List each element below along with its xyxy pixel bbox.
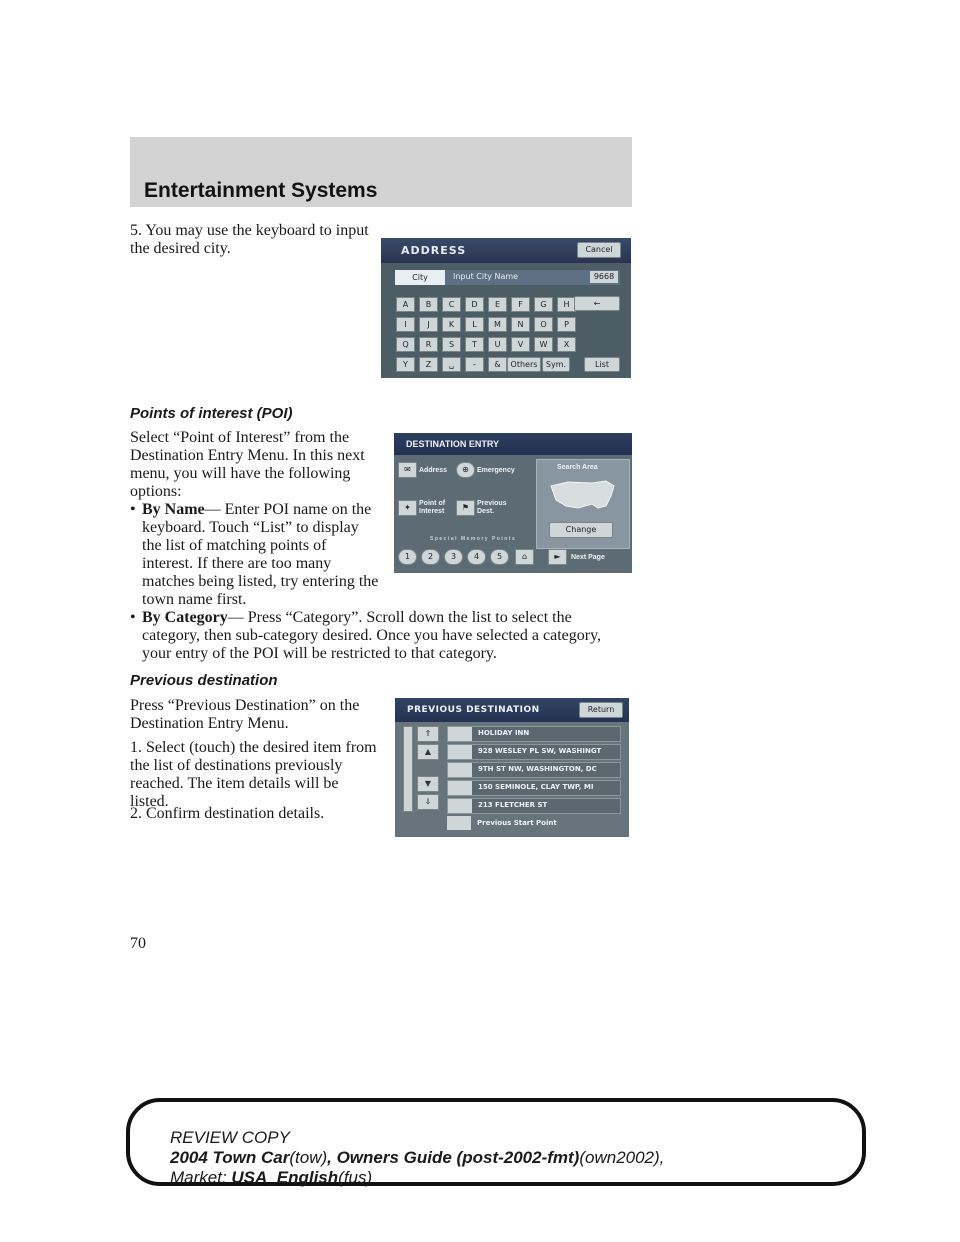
scroll-up-icon[interactable]: ▲ bbox=[417, 744, 439, 760]
start-point-label: Previous Start Point bbox=[477, 819, 557, 827]
bullet-by-name bbox=[130, 501, 380, 609]
key-1-4[interactable]: D bbox=[465, 297, 484, 312]
key-3-5[interactable]: U bbox=[488, 337, 507, 352]
poi-heading: Points of interest (POI) bbox=[130, 405, 293, 422]
city-count: 9668 bbox=[590, 271, 618, 283]
page-number: 70 bbox=[130, 935, 146, 952]
by-category-text: — Press “Category”. Scroll down the list to select the category, then sub-category desired. Once you have selected a category, your entry of the POI will be restricted to that category. bbox=[142, 609, 602, 662]
next-page-arrow-button[interactable]: ► bbox=[548, 549, 567, 565]
by-category-label: By Category bbox=[142, 609, 228, 626]
address-screen bbox=[381, 238, 631, 378]
destination-title: DESTINATION ENTRY bbox=[406, 439, 500, 449]
previous-destination-intro: Press “Previous Destination” on the Destination Entry Menu. bbox=[130, 697, 360, 732]
memory-points-label: Special Memory Points bbox=[430, 536, 517, 542]
poi-label: Point of Interest bbox=[419, 500, 446, 515]
header-band bbox=[130, 137, 632, 207]
footer-model-line bbox=[170, 1148, 664, 1168]
emergency-label: Emergency bbox=[477, 467, 515, 474]
key-1-1[interactable]: A bbox=[396, 297, 415, 312]
key-2-8[interactable]: P bbox=[557, 317, 576, 332]
footer-market-code: (fus) bbox=[338, 1168, 373, 1187]
city-input-row[interactable] bbox=[395, 270, 620, 285]
page-up-icon[interactable]: ⇑ bbox=[417, 726, 439, 742]
destination-row-label: 9TH ST NW, WASHINGTON, DC bbox=[478, 765, 597, 773]
address-label: Address bbox=[419, 467, 448, 474]
key-1-5[interactable]: E bbox=[488, 297, 507, 312]
scrollbar[interactable] bbox=[403, 726, 413, 812]
key-2-5[interactable]: M bbox=[488, 317, 507, 332]
city-button[interactable]: City bbox=[395, 270, 445, 285]
poi-intro: Select “Point of Interest” from the Destination Entry Menu. In this next menu, you will have the following options: bbox=[130, 429, 365, 500]
key-4-1[interactable]: Y bbox=[396, 357, 415, 372]
key-4-5[interactable]: & bbox=[488, 357, 507, 372]
previous-dest-label: Previous Dest. bbox=[477, 500, 507, 515]
search-area-label: Search Area bbox=[557, 464, 598, 471]
key-2-3[interactable]: K bbox=[442, 317, 461, 332]
destination-row[interactable] bbox=[447, 780, 621, 796]
cancel-button[interactable]: Cancel bbox=[577, 242, 621, 258]
footer-market: USA_English bbox=[231, 1168, 339, 1187]
key-3-7[interactable]: W bbox=[534, 337, 553, 352]
address-title: ADDRESS bbox=[401, 244, 467, 257]
memory-point-5-button[interactable]: 5 bbox=[490, 549, 509, 565]
previous-destination-step2: 2. Confirm destination details. bbox=[130, 805, 325, 822]
footer-market-line bbox=[170, 1168, 372, 1188]
destination-row-button[interactable] bbox=[448, 727, 472, 741]
destination-row[interactable] bbox=[447, 744, 621, 760]
previous-destination-screen bbox=[395, 698, 629, 837]
key-2-2[interactable]: J bbox=[419, 317, 438, 332]
footer-guide: , Owners Guide (post-2002-fmt) bbox=[327, 1148, 580, 1167]
key-3-6[interactable]: V bbox=[511, 337, 530, 352]
key-2-6[interactable]: N bbox=[511, 317, 530, 332]
key-1-8[interactable]: H bbox=[557, 297, 576, 312]
destination-row[interactable] bbox=[447, 762, 621, 778]
footer-guide-code: (own2002), bbox=[579, 1148, 665, 1167]
poi-icon-button[interactable]: ✦ bbox=[398, 500, 417, 516]
destination-row-label: 213 FLETCHER ST bbox=[478, 801, 548, 809]
previous-dest-icon-button[interactable]: ⚑ bbox=[456, 500, 475, 516]
section-title: Entertainment Systems bbox=[144, 179, 378, 202]
by-name-label: By Name bbox=[142, 501, 205, 518]
key-1-7[interactable]: G bbox=[534, 297, 553, 312]
search-area-panel bbox=[536, 459, 630, 549]
bullet-mark: • bbox=[130, 501, 136, 518]
backspace-button[interactable]: ← bbox=[574, 296, 620, 311]
list-button[interactable]: List bbox=[584, 357, 620, 372]
home-icon-button[interactable]: ⌂ bbox=[515, 549, 534, 565]
memory-point-2-button[interactable]: 2 bbox=[421, 549, 440, 565]
others-button[interactable]: Others bbox=[507, 357, 541, 372]
destination-entry-screen bbox=[394, 433, 632, 573]
review-copy: REVIEW COPY bbox=[170, 1128, 290, 1147]
destination-row-button[interactable] bbox=[448, 745, 472, 759]
memory-point-1-button[interactable]: 1 bbox=[398, 549, 417, 565]
destination-row-button[interactable] bbox=[448, 781, 472, 795]
key-1-6[interactable]: F bbox=[511, 297, 530, 312]
memory-point-4-button[interactable]: 4 bbox=[467, 549, 486, 565]
key-2-4[interactable]: L bbox=[465, 317, 484, 332]
previous-destination-step1: 1. Select (touch) the desired item from the list of destinations previously reached. The item details will be listed. bbox=[130, 739, 377, 810]
sym-button[interactable]: Sym. bbox=[542, 357, 570, 372]
key-2-7[interactable]: O bbox=[534, 317, 553, 332]
destination-row[interactable] bbox=[447, 798, 621, 814]
review-footer bbox=[126, 1098, 866, 1186]
footer-market-label: Market: bbox=[170, 1168, 232, 1187]
destination-title-bar bbox=[394, 433, 632, 455]
bullet-mark: • bbox=[130, 609, 136, 626]
key-3-8[interactable]: X bbox=[557, 337, 576, 352]
by-name-text: — Enter POI name on the keyboard. Touch “List” to display the list of matching points of interest. If there are too many matches being listed, try entering the town name first. bbox=[142, 501, 379, 608]
key-3-1[interactable]: Q bbox=[396, 337, 415, 352]
key-2-1[interactable]: I bbox=[396, 317, 415, 332]
destination-row-button[interactable] bbox=[448, 763, 472, 777]
destination-row-label: 928 WESLEY PL SW, WASHINGT bbox=[478, 747, 602, 755]
key-4-2[interactable]: Z bbox=[419, 357, 438, 372]
next-page-label: Next Page bbox=[571, 554, 605, 561]
destination-row-button[interactable] bbox=[448, 799, 472, 813]
memory-point-3-button[interactable]: 3 bbox=[444, 549, 463, 565]
step-5-text: 5. You may use the keyboard to input the desired city. bbox=[130, 222, 369, 257]
previous-title: PREVIOUS DESTINATION bbox=[407, 705, 540, 715]
start-point-button[interactable] bbox=[447, 816, 471, 830]
change-button[interactable]: Change bbox=[549, 522, 613, 538]
destination-row-label: 150 SEMINOLE, CLAY TWP, MI bbox=[478, 783, 594, 791]
scroll-down-icon[interactable]: ▼ bbox=[417, 776, 439, 792]
key-1-2[interactable]: B bbox=[419, 297, 438, 312]
emergency-icon-button[interactable]: ⊕ bbox=[456, 462, 475, 478]
key-3-3[interactable]: S bbox=[442, 337, 461, 352]
key-3-2[interactable]: R bbox=[419, 337, 438, 352]
return-button[interactable]: Return bbox=[579, 702, 623, 718]
key-4-3[interactable]: ␣ bbox=[442, 357, 461, 372]
previous-destination-heading: Previous destination bbox=[130, 672, 278, 689]
footer-model-code: (tow) bbox=[289, 1148, 328, 1167]
bullet-by-category bbox=[130, 609, 630, 663]
city-input-placeholder: Input City Name bbox=[453, 272, 519, 281]
destination-row-label: HOLIDAY INN bbox=[478, 729, 530, 737]
page-down-icon[interactable]: ⇓ bbox=[417, 794, 439, 810]
key-4-4[interactable]: - bbox=[465, 357, 484, 372]
destination-row[interactable] bbox=[447, 726, 621, 742]
address-icon-button[interactable]: ✉ bbox=[398, 462, 417, 478]
usa-map-icon bbox=[548, 478, 618, 514]
footer-model: 2004 Town Car bbox=[170, 1148, 290, 1167]
key-3-4[interactable]: T bbox=[465, 337, 484, 352]
key-1-3[interactable]: C bbox=[442, 297, 461, 312]
